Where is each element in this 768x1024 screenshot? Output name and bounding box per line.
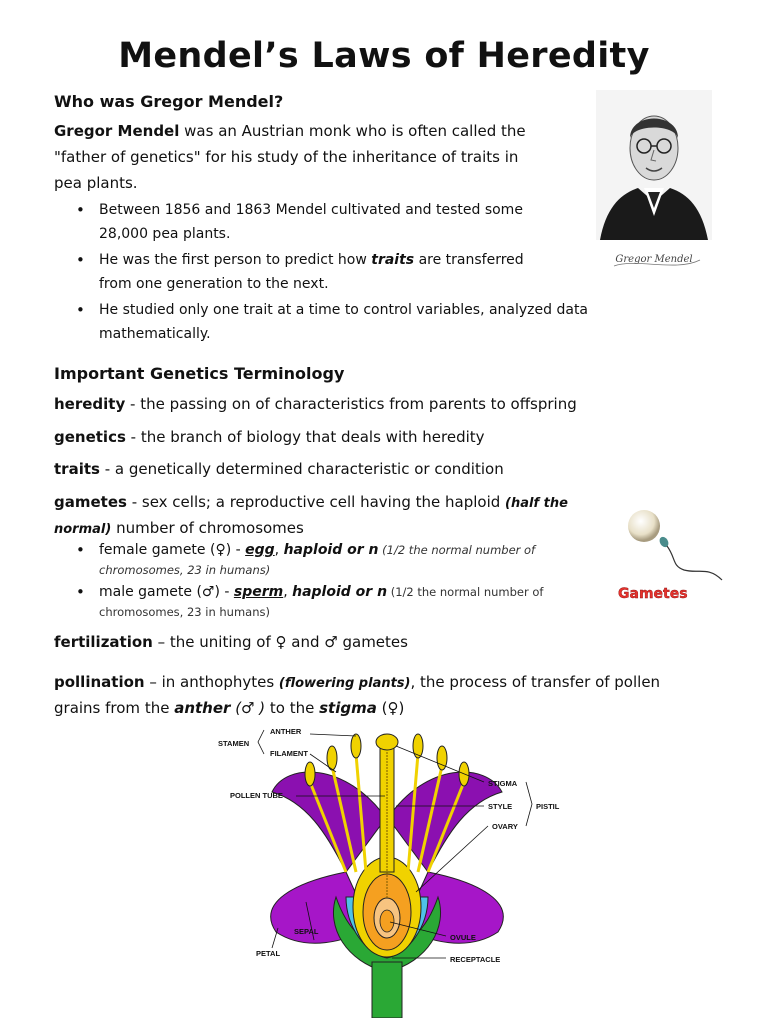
label-style: STYLE bbox=[488, 802, 513, 811]
mendel-name: Gregor Mendel bbox=[54, 122, 180, 140]
mendel-portrait bbox=[596, 90, 712, 280]
list-item bbox=[54, 582, 614, 622]
term-label: gametes bbox=[54, 493, 127, 511]
sperm-emphasis: sperm bbox=[233, 584, 284, 600]
intro-line2: "father of genetics" for his study of the inheritance of traits in bbox=[54, 148, 519, 166]
label-ovule: OVULE bbox=[450, 933, 476, 942]
term-definition: - the passing on of characteristics from parents to offspring bbox=[125, 395, 577, 413]
term-label: heredity bbox=[54, 395, 126, 413]
bullet-note: chromosomes, 23 in humans) bbox=[99, 605, 270, 619]
intro-line3: pea plants. bbox=[54, 174, 138, 192]
label-sepal: SEPAL bbox=[294, 927, 319, 936]
list-item bbox=[54, 540, 614, 580]
list-item bbox=[54, 248, 634, 296]
egg-cell bbox=[628, 510, 660, 542]
male-symbol: (♂ ) bbox=[230, 699, 266, 717]
gamete-types-list bbox=[54, 540, 614, 624]
bullet-text: female gamete (♀) - bbox=[99, 542, 246, 558]
label-anther: ANTHER bbox=[270, 727, 302, 736]
mendel-signature: Gregor Mendel bbox=[615, 254, 693, 265]
label-ovary: OVARY bbox=[492, 822, 518, 831]
bullet-text: • He studied only one trait at a time to control variables, analyzed data bbox=[99, 302, 589, 318]
intro-line1: was an Austrian monk who is often called the bbox=[179, 122, 526, 140]
list-item bbox=[54, 198, 634, 246]
term-definition: - the branch of biology that deals with heredity bbox=[125, 428, 485, 446]
haploid-emphasis: haploid or n bbox=[283, 542, 379, 558]
bullet-text: are transferred bbox=[414, 252, 524, 268]
term-definition: - a genetically determined characteristic or condition bbox=[99, 460, 504, 478]
flower-diagram bbox=[196, 722, 580, 1018]
bullet-text: , bbox=[274, 542, 284, 558]
term-definition: - sex cells; a reproductive cell having the haploid bbox=[126, 493, 506, 511]
female-symbol: (♀) bbox=[376, 699, 405, 717]
term-label: genetics bbox=[54, 428, 126, 446]
gametes-label: Gametes bbox=[618, 586, 688, 602]
section-heading-terminology: Important Genetics Terminology bbox=[54, 364, 345, 383]
mendel-facts-list bbox=[54, 198, 634, 348]
term-definition: number of chromosomes bbox=[111, 519, 304, 537]
term-definition: – in anthophytes bbox=[144, 673, 279, 691]
term-definition: grains from the bbox=[54, 699, 175, 717]
bullet-note: (1/2 the normal number of bbox=[378, 543, 536, 557]
term-genetics bbox=[54, 425, 485, 449]
bullet-note: chromosomes, 23 in humans) bbox=[99, 563, 271, 577]
bullet-note: (1/2 the normal number of bbox=[387, 585, 544, 599]
term-fertilization bbox=[54, 630, 408, 654]
term-pollination bbox=[54, 670, 734, 720]
page-title: Mendel’s Laws of Heredity bbox=[118, 36, 650, 76]
bullet-text: • Between 1856 and 1863 Mendel cultivated and tested some bbox=[99, 202, 523, 218]
label-pistil: PISTIL bbox=[536, 802, 560, 811]
bullet-text: 28,000 pea plants. bbox=[99, 226, 231, 242]
term-note: normal) bbox=[54, 522, 112, 537]
term-note: (half the bbox=[505, 496, 568, 511]
label-petal: PETAL bbox=[256, 949, 281, 958]
term-note: (flowering plants) bbox=[278, 676, 411, 691]
list-item bbox=[54, 298, 634, 346]
term-gametes bbox=[54, 490, 614, 542]
term-definition: to the bbox=[265, 699, 320, 717]
term-label: pollination bbox=[54, 673, 145, 691]
label-pollen-tube: POLLEN TUBE bbox=[230, 791, 283, 800]
label-stamen: STAMEN bbox=[218, 739, 250, 748]
stigma-emphasis: stigma bbox=[319, 699, 377, 717]
label-filament: FILAMENT bbox=[270, 749, 308, 758]
anther-emphasis: anther bbox=[174, 699, 231, 717]
label-stigma: STIGMA bbox=[488, 779, 518, 788]
bullet-text: He was the first person to predict how bbox=[99, 252, 372, 268]
section-heading-who: Who was Gregor Mendel? bbox=[54, 92, 284, 111]
term-label: fertilization bbox=[54, 633, 153, 651]
gametes-illustration bbox=[614, 506, 734, 606]
bullet-text: mathematically. bbox=[99, 326, 211, 342]
term-heredity bbox=[54, 392, 577, 416]
bullet-text: , bbox=[283, 584, 293, 600]
bullet-text: male gamete (♂) - bbox=[99, 584, 234, 600]
term-definition: , the process of transfer of pollen bbox=[410, 673, 661, 691]
traits-emphasis: traits bbox=[371, 252, 415, 268]
term-definition: – the uniting of ♀ and ♂ gametes bbox=[152, 633, 408, 651]
bullet-text: from one generation to the next. bbox=[99, 276, 329, 292]
egg-emphasis: egg bbox=[245, 542, 275, 558]
term-traits bbox=[54, 457, 504, 481]
term-label: traits bbox=[54, 460, 100, 478]
haploid-emphasis: haploid or n bbox=[292, 584, 388, 600]
label-receptacle: RECEPTACLE bbox=[450, 955, 501, 964]
sperm-cell bbox=[658, 535, 670, 549]
intro-paragraph bbox=[54, 118, 594, 196]
